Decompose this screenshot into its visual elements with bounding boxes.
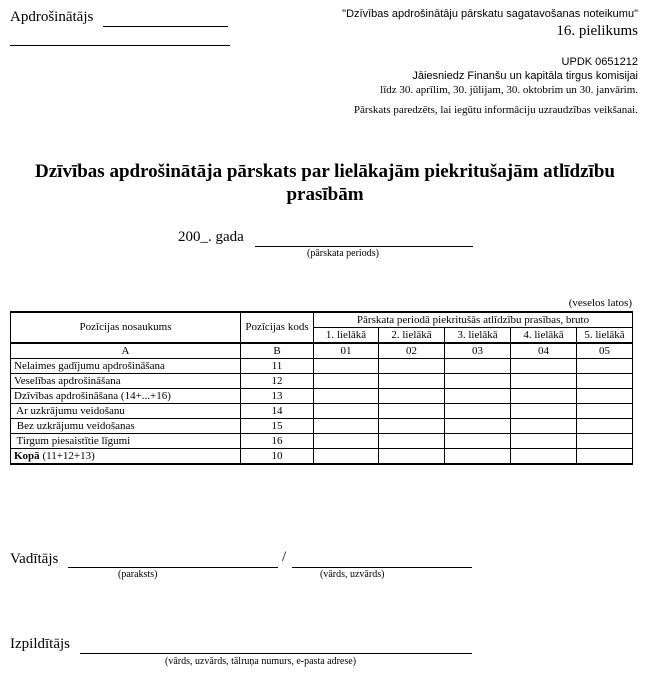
row-name: Ar uzkrājumu veidošanu [11, 404, 241, 419]
value-cell[interactable] [511, 404, 577, 419]
signature-field[interactable] [68, 550, 278, 568]
executor-caption: (vārds, uzvārds, tālruņa numurs, e-pasta adrese) [165, 656, 357, 667]
value-cell[interactable] [314, 434, 379, 449]
sub-col-header: 5. lielākā [577, 328, 633, 344]
head-label: Vadītājs [10, 551, 59, 567]
table-row [11, 389, 633, 404]
row-code: 15 [241, 419, 314, 434]
insurer-label: Apdrošinātājs [10, 9, 94, 25]
value-cell[interactable] [379, 449, 445, 465]
value-cell[interactable] [445, 449, 511, 465]
value-cell[interactable] [314, 389, 379, 404]
period-field[interactable] [255, 229, 473, 247]
value-cell[interactable] [511, 389, 577, 404]
table-row [11, 359, 633, 374]
value-cell[interactable] [379, 434, 445, 449]
total-name [11, 449, 241, 465]
row-name: Veselības apdrošināšana [11, 374, 241, 389]
table-row [11, 404, 633, 419]
annex-number: 16. pielikums [556, 23, 638, 39]
row-code: 14 [241, 404, 314, 419]
value-cell[interactable] [577, 434, 633, 449]
table-row [11, 419, 633, 434]
value-cell[interactable] [577, 404, 633, 419]
slash: / [282, 549, 287, 565]
deadlines: līdz 30. aprīlim, 30. jūlijam, 30. oktobrim un 30. janvārim. [380, 84, 638, 96]
value-cell[interactable] [577, 449, 633, 465]
col-code-header: Pozīcijas kods [241, 312, 314, 343]
value-cell[interactable] [314, 419, 379, 434]
unit-label: (veselos latos) [568, 297, 632, 309]
value-cell[interactable] [314, 404, 379, 419]
value-cell[interactable] [379, 389, 445, 404]
column-letter: B [241, 343, 314, 359]
total-code: 10 [241, 449, 314, 465]
value-cell[interactable] [511, 419, 577, 434]
value-cell[interactable] [511, 374, 577, 389]
value-cell[interactable] [314, 359, 379, 374]
row-code: 12 [241, 374, 314, 389]
total-formula: (11+12+13) [39, 449, 95, 462]
claims-table [10, 311, 633, 465]
row-name: Nelaimes gadījumu apdrošināšana [11, 359, 241, 374]
column-letter: 01 [314, 343, 379, 359]
value-cell[interactable] [314, 449, 379, 465]
row-code: 16 [241, 434, 314, 449]
value-cell[interactable] [577, 419, 633, 434]
sub-col-header: 3. lielākā [445, 328, 511, 344]
row-name: Tirgum piesaistītie līgumi [11, 434, 241, 449]
total-row [11, 449, 633, 465]
sub-col-header: 4. lielākā [511, 328, 577, 344]
value-cell[interactable] [577, 374, 633, 389]
column-letter: 02 [379, 343, 445, 359]
submit-to: Jāiesniedz Finanšu un kapitāla tirgus komisijai [412, 70, 638, 82]
executor-field[interactable] [80, 636, 472, 654]
column-letter: 03 [445, 343, 511, 359]
value-cell[interactable] [379, 404, 445, 419]
name-caption: (vārds, uzvārds) [320, 569, 385, 580]
table-row [11, 374, 633, 389]
sub-col-header: 1. lielākā [314, 328, 379, 344]
value-cell[interactable] [445, 359, 511, 374]
column-letter: 05 [577, 343, 633, 359]
regulation-ref: "Dzīvības apdrošinātāju pārskatu sagatavošanas noteikumu" [342, 8, 638, 20]
value-cell[interactable] [445, 419, 511, 434]
total-bold: Kopā [14, 449, 40, 462]
column-letter: A [11, 343, 241, 359]
period-label: 200_. gada [178, 229, 244, 245]
insurer-field-2[interactable] [10, 30, 230, 46]
value-cell[interactable] [577, 359, 633, 374]
value-cell[interactable] [577, 389, 633, 404]
page-title: Dzīvības apdrošinātāja pārskats par lielākajām piekritušajām atlīdzību [35, 161, 615, 182]
sub-col-header: 2. lielākā [379, 328, 445, 344]
value-cell[interactable] [314, 374, 379, 389]
row-name: Dzīvības apdrošināšana (14+...+16) [11, 389, 241, 404]
insurer-field[interactable] [103, 8, 228, 27]
value-cell[interactable] [445, 389, 511, 404]
value-cell[interactable] [379, 419, 445, 434]
col-name-header: Pozīcijas nosaukums [11, 312, 241, 343]
row-name: Bez uzkrājumu veidošanas [11, 419, 241, 434]
group-header: Pārskata periodā piekritušās atlīdzību prasības, bruto [314, 312, 633, 328]
column-letter: 04 [511, 343, 577, 359]
value-cell[interactable] [511, 434, 577, 449]
value-cell[interactable] [379, 374, 445, 389]
page-title-line2: prasībām [286, 184, 364, 205]
table-row [11, 434, 633, 449]
value-cell[interactable] [445, 374, 511, 389]
period-caption: (pārskata periods) [307, 248, 379, 259]
value-cell[interactable] [511, 449, 577, 465]
form-code: UPDK 0651212 [561, 56, 638, 68]
value-cell[interactable] [445, 434, 511, 449]
purpose: Pārskats paredzēts, lai iegūtu informāciju uzraudzības veikšanai. [353, 104, 638, 116]
value-cell[interactable] [445, 404, 511, 419]
signature-caption: (paraksts) [118, 569, 158, 580]
value-cell[interactable] [511, 359, 577, 374]
value-cell[interactable] [379, 359, 445, 374]
row-code: 13 [241, 389, 314, 404]
head-name-field[interactable] [292, 550, 472, 568]
row-code: 11 [241, 359, 314, 374]
executor-label: Izpildītājs [10, 636, 70, 652]
